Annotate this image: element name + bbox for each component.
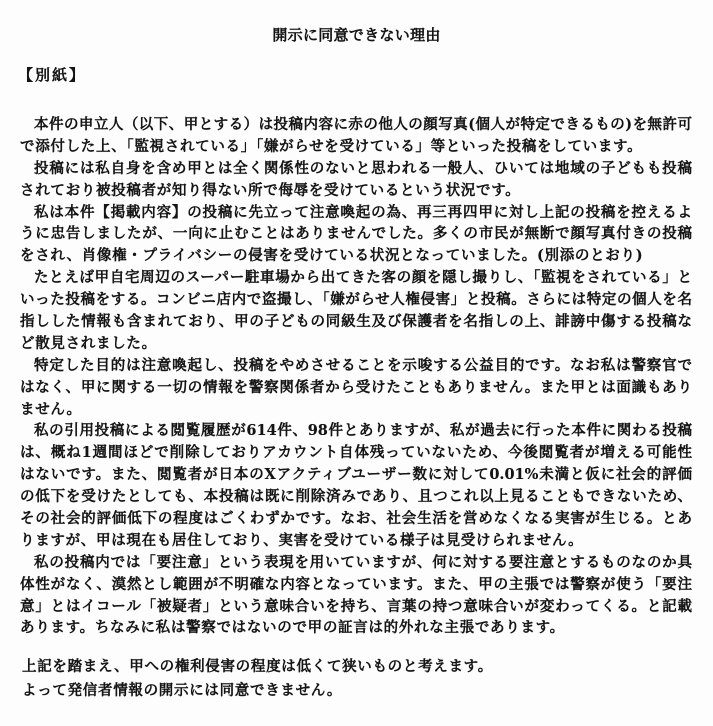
paragraph-6-line-4: の低下を受けたとしても、本投稿は既に削除済みであり、且つこれ以上見ることもできないため、 <box>20 488 692 506</box>
paragraph-7-line-2: 体性がなく、漠然とし範囲が不明確な内容となっています。また、甲の主張では警察が使う「要注 <box>20 575 692 593</box>
paragraph-2 <box>20 158 692 202</box>
attachment-label: 【別紙】 <box>18 66 87 84</box>
paragraph-6-line-2: は、概ね1週間ほどで削除しておりアカウント自体残っていないため、今後閲覧者が増える可能性 <box>20 444 692 462</box>
paragraph-3-line-2: うに忠告しましたが、一向に止むことはありませんでした。多くの市民が無断で顔写真付きの投稿 <box>20 225 692 243</box>
paragraph-2-line-1: 投稿には私自身を含め甲とは全く関係性のないと思われる一般人、ひいては地域の子どもも投稿 <box>34 159 692 177</box>
paragraph-7-line-3: 意」とはイコール「被疑者」という意味合いを持ち、言葉の持つ意味合いが変わってくる。と記載 <box>20 597 692 615</box>
document-body <box>20 114 692 639</box>
document-title: 開示に同意できない理由 <box>272 26 441 44</box>
paragraph-7-line-1: 私の投稿内では「要注意」という表現を用いていますが、何に対する要注意とするものなのか具 <box>34 553 692 571</box>
conclusion <box>22 655 692 703</box>
paragraph-6 <box>20 420 692 551</box>
paragraph-4-line-3: 指しした情報も含まれており、甲の子どもの同級生及び保護者を名指しの上、誹謗中傷する投稿な <box>20 313 692 331</box>
paragraph-6-line-6: りますが、甲は現在も居住しており、実害を受けている様子は見受けられません。 <box>20 531 584 549</box>
paragraph-1 <box>20 114 692 158</box>
paragraph-5 <box>20 355 692 421</box>
paragraph-3-line-1: 私は本件【掲載内容】の投稿に先立って注意喚起の為、再三再四甲に対し上記の投稿を控えるよ <box>34 203 692 221</box>
conclusion-line-1: 上記を踏まえ、甲への権利侵害の程度は低くて狭いものと考えます。 <box>22 658 493 675</box>
paragraph-6-line-5: その社会的評価低下の程度はごくわずかです。なお、社会生活を営めなくなる実害が生じる。とあ <box>20 510 692 528</box>
paragraph-5-line-1: 特定した目的は注意喚起し、投稿をやめさせることを示唆する公益目的です。なお私は警察官で <box>34 356 692 374</box>
paragraph-7 <box>20 552 692 640</box>
paragraph-2-line-2: されており被投稿者が知り得ない所で侮辱を受けているという状況です。 <box>20 181 521 199</box>
paragraph-3-line-3: をされ、肖像権・プライバシーの侵害を受けている状況となっていました。(別添のとおり) <box>20 247 644 265</box>
paragraph-5-line-3: ません。 <box>20 400 82 418</box>
paragraph-4-line-4: ど散見されました。 <box>20 334 157 352</box>
paragraph-6-line-3: はないです。また、閲覧者が日本のXアクティブユーザー数に対して0.01%未満と仮に社会的評価 <box>20 466 692 484</box>
paragraph-4-line-1: たとえば甲自宅周辺のスーパー駐車場から出てきた客の顔を隠し撮りし、「監視をされている」と <box>34 269 692 287</box>
paragraph-5-line-2: はなく、甲に関する一切の情報を警察関係者から受けたこともありません。また甲とは面識もあり <box>20 378 692 396</box>
paragraph-6-line-1: 私の引用投稿による閲覧履歴が614件、98件とありますが、私が過去に行った本件に関わる投稿 <box>34 422 692 440</box>
paragraph-7-line-4: あります。ちなみに私は警察ではないので甲の証言は的外れな主張であります。 <box>20 619 565 637</box>
conclusion-line-2: よって発信者情報の開示には同意できません。 <box>22 682 343 699</box>
paragraph-4 <box>20 267 692 355</box>
paragraph-1-line-1: 本件の申立人（以下、甲とする）は投稿内容に赤の他人の顔写真(個人が特定できるもの)を無許可 <box>34 116 692 133</box>
paragraph-4-line-2: いった投稿をする。コンビニ店内で盗撮し、「嫌がらせ人権侵害」と投稿。さらには特定の個人を名 <box>20 291 692 309</box>
paragraph-3 <box>20 202 692 268</box>
paragraph-1-line-2: で添付した上、「監視されている」「嫌がらせを受けている」等といった投稿をしています。 <box>20 137 643 155</box>
